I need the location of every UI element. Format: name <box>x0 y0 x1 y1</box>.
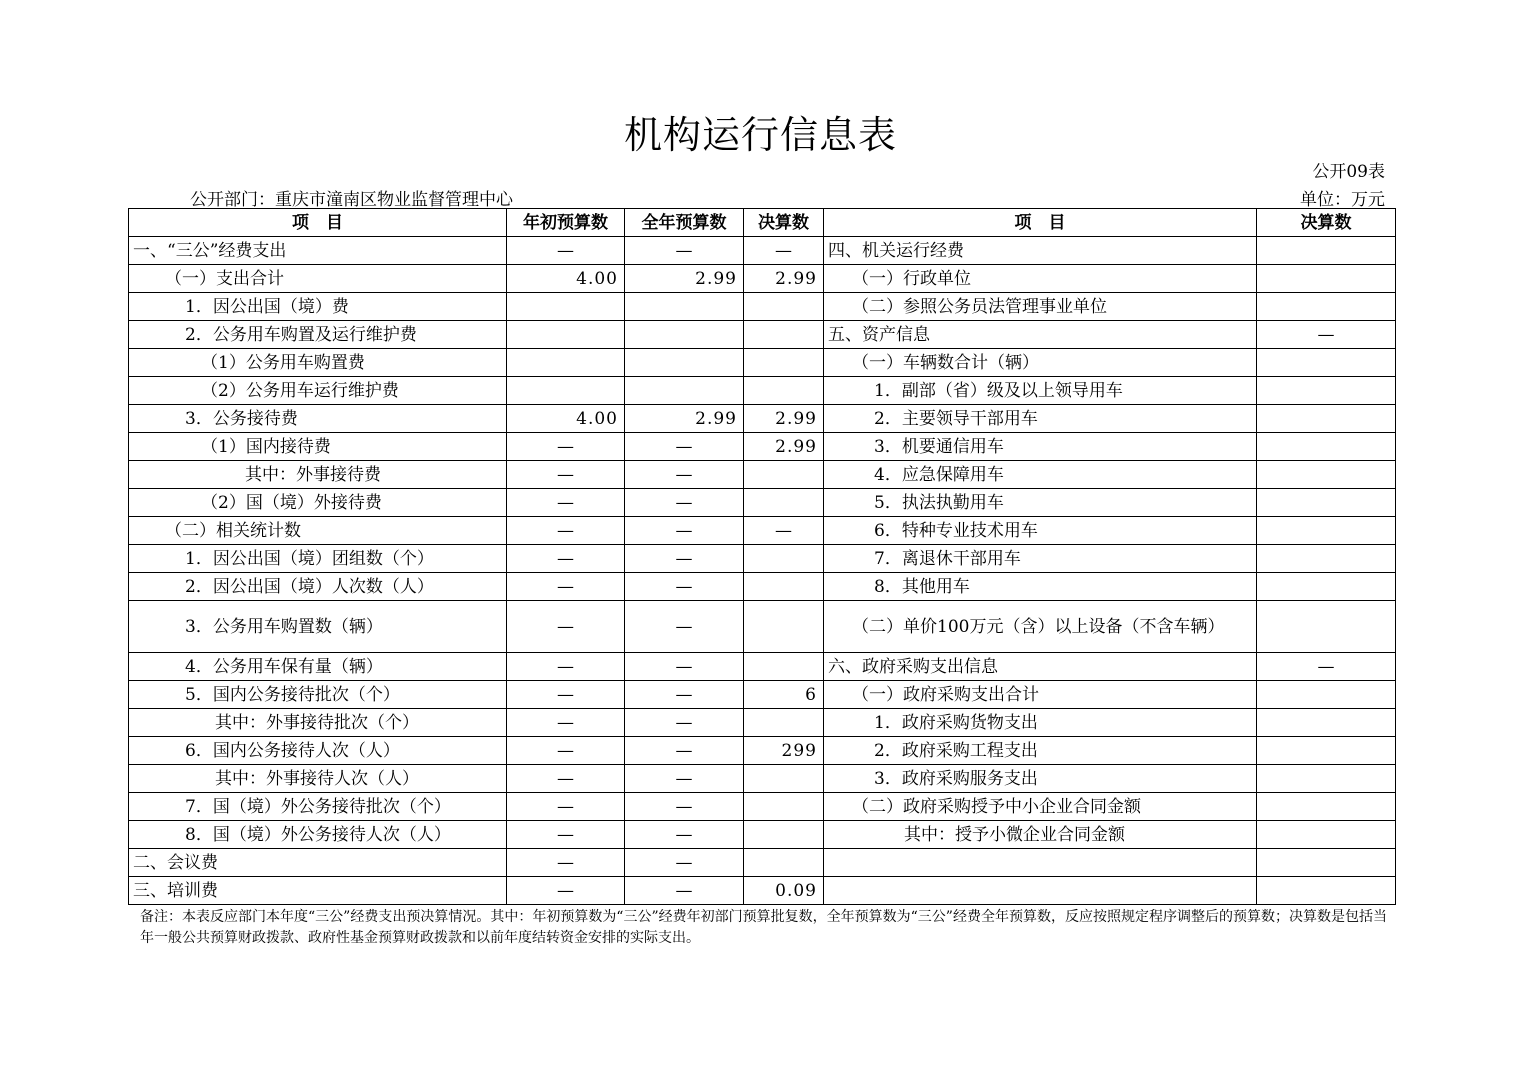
final-right-cell: — <box>1257 653 1396 681</box>
item-right-cell: 7．离退休干部用车 <box>824 545 1257 573</box>
final-left-cell: — <box>744 237 824 265</box>
final-right-cell <box>1257 237 1396 265</box>
header-final-left: 决算数 <box>744 209 824 237</box>
table-row <box>129 709 1396 737</box>
final-left-cell <box>744 601 824 653</box>
page-title: 机构运行信息表 <box>623 113 897 157</box>
table-row <box>129 349 1396 377</box>
initial-budget-cell: — <box>507 545 625 573</box>
initial-budget-cell: — <box>507 653 625 681</box>
initial-budget-cell: 4.00 <box>507 265 625 293</box>
full-year-budget-cell <box>625 377 744 405</box>
full-year-budget-cell: — <box>625 653 744 681</box>
table-row <box>129 405 1396 433</box>
table-row <box>129 681 1396 709</box>
final-left-cell <box>744 765 824 793</box>
full-year-budget-cell: — <box>625 821 744 849</box>
final-right-cell <box>1257 293 1396 321</box>
item-right-cell: （二）政府采购授予中小企业合同金额 <box>824 793 1257 821</box>
item-right-cell: 1．副部（省）级及以上领导用车 <box>824 377 1257 405</box>
full-year-budget-cell: — <box>625 601 744 653</box>
final-right-cell <box>1257 545 1396 573</box>
table-row <box>129 517 1396 545</box>
item-right-cell: 四、机关运行经费 <box>824 237 1257 265</box>
item-left-cell: 1．因公出国（境）团组数（个） <box>129 545 507 573</box>
table-row <box>129 821 1396 849</box>
full-year-budget-cell: — <box>625 793 744 821</box>
final-left-cell <box>744 293 824 321</box>
table-row <box>129 877 1396 905</box>
item-left-cell: 二、会议费 <box>129 849 507 877</box>
full-year-budget-cell: 2.99 <box>625 405 744 433</box>
final-right-cell: — <box>1257 321 1396 349</box>
final-right-cell <box>1257 433 1396 461</box>
initial-budget-cell: 4.00 <box>507 405 625 433</box>
final-right-cell <box>1257 377 1396 405</box>
initial-budget-cell: — <box>507 681 625 709</box>
item-left-cell: 其中：外事接待人次（人） <box>129 765 507 793</box>
initial-budget-cell: — <box>507 765 625 793</box>
initial-budget-cell: — <box>507 237 625 265</box>
final-left-cell <box>744 349 824 377</box>
initial-budget-cell: — <box>507 737 625 765</box>
table-row <box>129 489 1396 517</box>
final-left-cell <box>744 461 824 489</box>
final-left-cell <box>744 377 824 405</box>
header-item-right: 项 目 <box>824 209 1257 237</box>
final-left-cell <box>744 653 824 681</box>
item-right-cell: 六、政府采购支出信息 <box>824 653 1257 681</box>
final-right-cell <box>1257 737 1396 765</box>
final-right-cell <box>1257 517 1396 545</box>
initial-budget-cell: — <box>507 601 625 653</box>
item-right-cell: 5．执法执勤用车 <box>824 489 1257 517</box>
final-right-cell <box>1257 849 1396 877</box>
item-right-cell: 8．其他用车 <box>824 573 1257 601</box>
item-right-cell: 1．政府采购货物支出 <box>824 709 1257 737</box>
initial-budget-cell: — <box>507 877 625 905</box>
final-right-cell <box>1257 765 1396 793</box>
final-left-cell: 299 <box>744 737 824 765</box>
table-note: 备注：本表反应部门本年度“三公”经费支出预决算情况。其中：年初预算数为“三公”经费年初部门预算批复数，全年预算数为“三公”经费全年预算数，反应按照规定程序调整后的预算数；决算数是包括当年一般公共预算财政拨款、政府性基金预算财政拨款和以前年度结转资金安排的实际支出。 <box>140 909 1387 946</box>
full-year-budget-cell: — <box>625 237 744 265</box>
item-right-cell: （一）政府采购支出合计 <box>824 681 1257 709</box>
item-left-cell: （1）国内接待费 <box>129 433 507 461</box>
item-left-cell: 2．公务用车购置及运行维护费 <box>129 321 507 349</box>
item-left-cell: 一、“三公”经费支出 <box>129 237 507 265</box>
item-right-cell: 2．主要领导干部用车 <box>824 405 1257 433</box>
table-row <box>129 601 1396 653</box>
item-left-cell: 其中：外事接待批次（个） <box>129 709 507 737</box>
final-right-cell <box>1257 573 1396 601</box>
department-label: 公开部门：重庆市潼南区物业监督管理中心 <box>190 190 513 210</box>
info-table <box>128 208 1396 905</box>
final-right-cell <box>1257 877 1396 905</box>
final-left-cell <box>744 709 824 737</box>
final-left-cell: 6 <box>744 681 824 709</box>
table-row <box>129 793 1396 821</box>
final-left-cell <box>744 545 824 573</box>
initial-budget-cell: — <box>507 517 625 545</box>
item-left-cell: 7．国（境）外公务接待批次（个） <box>129 793 507 821</box>
item-right-cell: 3．政府采购服务支出 <box>824 765 1257 793</box>
table-row <box>129 293 1396 321</box>
item-left-cell: （1）公务用车购置费 <box>129 349 507 377</box>
final-right-cell <box>1257 265 1396 293</box>
initial-budget-cell: — <box>507 573 625 601</box>
final-left-cell <box>744 821 824 849</box>
full-year-budget-cell: — <box>625 517 744 545</box>
unit-label: 单位：万元 <box>1300 190 1385 210</box>
item-right-cell: 2．政府采购工程支出 <box>824 737 1257 765</box>
final-right-cell <box>1257 709 1396 737</box>
table-row <box>129 433 1396 461</box>
initial-budget-cell: — <box>507 461 625 489</box>
item-left-cell: （一）支出合计 <box>129 265 507 293</box>
item-left-cell: 6．国内公务接待人次（人） <box>129 737 507 765</box>
final-left-cell <box>744 793 824 821</box>
table-row <box>129 321 1396 349</box>
full-year-budget-cell <box>625 321 744 349</box>
item-right-cell: 6．特种专业技术用车 <box>824 517 1257 545</box>
item-left-cell: 4．公务用车保有量（辆） <box>129 653 507 681</box>
full-year-budget-cell: — <box>625 765 744 793</box>
final-right-cell <box>1257 681 1396 709</box>
full-year-budget-cell: 2.99 <box>625 265 744 293</box>
final-right-cell <box>1257 461 1396 489</box>
item-left-cell: 1．因公出国（境）费 <box>129 293 507 321</box>
header-full-year-budget: 全年预算数 <box>625 209 744 237</box>
full-year-budget-cell: — <box>625 737 744 765</box>
form-number: 公开09表 <box>1312 162 1385 182</box>
item-left-cell: 3．公务接待费 <box>129 405 507 433</box>
initial-budget-cell: — <box>507 433 625 461</box>
initial-budget-cell: — <box>507 709 625 737</box>
initial-budget-cell <box>507 349 625 377</box>
final-right-cell <box>1257 405 1396 433</box>
full-year-budget-cell: — <box>625 681 744 709</box>
full-year-budget-cell: — <box>625 849 744 877</box>
final-left-cell: 2.99 <box>744 265 824 293</box>
final-left-cell <box>744 321 824 349</box>
item-right-cell <box>824 877 1257 905</box>
item-left-cell: 3．公务用车购置数（辆） <box>129 601 507 653</box>
item-right-cell: （二）单价100万元（含）以上设备（不含车辆） <box>824 601 1257 653</box>
item-left-cell: 三、培训费 <box>129 877 507 905</box>
item-right-cell: 3．机要通信用车 <box>824 433 1257 461</box>
item-left-cell: 2．因公出国（境）人次数（人） <box>129 573 507 601</box>
item-right-cell: （一）车辆数合计（辆） <box>824 349 1257 377</box>
full-year-budget-cell: — <box>625 545 744 573</box>
final-left-cell: — <box>744 517 824 545</box>
table-row <box>129 377 1396 405</box>
initial-budget-cell: — <box>507 849 625 877</box>
initial-budget-cell: — <box>507 489 625 517</box>
final-left-cell <box>744 573 824 601</box>
header-final-right: 决算数 <box>1257 209 1396 237</box>
item-left-cell: 5．国内公务接待批次（个） <box>129 681 507 709</box>
table-row <box>129 653 1396 681</box>
full-year-budget-cell: — <box>625 877 744 905</box>
final-right-cell <box>1257 601 1396 653</box>
final-left-cell: 2.99 <box>744 433 824 461</box>
table-row <box>129 265 1396 293</box>
item-right-cell <box>824 849 1257 877</box>
item-right-cell: 五、资产信息 <box>824 321 1257 349</box>
table-header-row <box>129 209 1396 237</box>
final-left-cell <box>744 489 824 517</box>
full-year-budget-cell: — <box>625 461 744 489</box>
full-year-budget-cell: — <box>625 573 744 601</box>
table-row <box>129 737 1396 765</box>
item-left-cell: （2）国（境）外接待费 <box>129 489 507 517</box>
table-row <box>129 461 1396 489</box>
final-right-cell <box>1257 489 1396 517</box>
item-left-cell: 其中：外事接待费 <box>129 461 507 489</box>
initial-budget-cell: — <box>507 793 625 821</box>
item-left-cell: （2）公务用车运行维护费 <box>129 377 507 405</box>
final-left-cell: 0.09 <box>744 877 824 905</box>
initial-budget-cell <box>507 377 625 405</box>
header-item-left: 项 目 <box>129 209 507 237</box>
table-row <box>129 849 1396 877</box>
full-year-budget-cell: — <box>625 489 744 517</box>
full-year-budget-cell <box>625 293 744 321</box>
final-right-cell <box>1257 793 1396 821</box>
initial-budget-cell <box>507 293 625 321</box>
final-right-cell <box>1257 349 1396 377</box>
item-right-cell: 4．应急保障用车 <box>824 461 1257 489</box>
full-year-budget-cell <box>625 349 744 377</box>
table-row <box>129 545 1396 573</box>
initial-budget-cell <box>507 321 625 349</box>
header-initial-budget: 年初预算数 <box>507 209 625 237</box>
initial-budget-cell: — <box>507 821 625 849</box>
item-left-cell: 8．国（境）外公务接待人次（人） <box>129 821 507 849</box>
table-row <box>129 237 1396 265</box>
final-left-cell <box>744 849 824 877</box>
item-left-cell: （二）相关统计数 <box>129 517 507 545</box>
item-right-cell: 其中：授予小微企业合同金额 <box>824 821 1257 849</box>
table-row <box>129 765 1396 793</box>
item-right-cell: （一）行政单位 <box>824 265 1257 293</box>
table-row <box>129 573 1396 601</box>
final-left-cell: 2.99 <box>744 405 824 433</box>
item-right-cell: （二）参照公务员法管理事业单位 <box>824 293 1257 321</box>
full-year-budget-cell: — <box>625 433 744 461</box>
full-year-budget-cell: — <box>625 709 744 737</box>
final-right-cell <box>1257 821 1396 849</box>
